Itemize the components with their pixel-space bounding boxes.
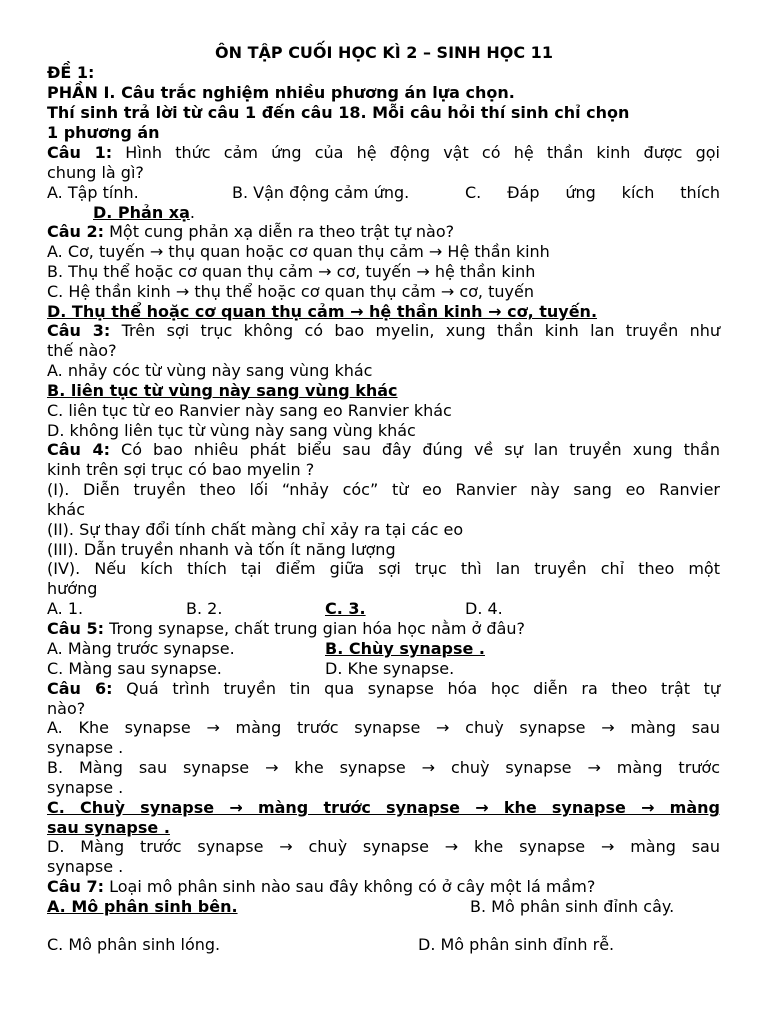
question-6-option-c: C. Chuỳ synapse → màng trước synapse → khe synapse → màng — [47, 798, 720, 817]
question-6-option-a: A. Khe synapse → màng trước synapse → chuỳ synapse → màng sau — [47, 718, 720, 737]
question-7-option-a: A. Mô phân sinh bên. — [47, 897, 238, 916]
question-2-option-b: B. Thụ thể hoặc cơ quan thụ cảm → cơ, tuyến → hệ thần kinh — [47, 262, 536, 281]
question-4-option-b: B. 2. — [186, 599, 223, 618]
question-5-option-c: C. Màng sau synapse. — [47, 659, 222, 678]
question-6-option-b: B. Màng sau synapse → khe synapse → chuỳ synapse → màng trước — [47, 758, 720, 777]
question-2-option-d: D. Thụ thể hoặc cơ quan thụ cảm → hệ thần kinh → cơ, tuyến. — [47, 302, 598, 321]
question-text: Có bao nhiêu phát biểu sau đây đúng về sự lan truyền xung thần — [109, 440, 721, 459]
question-4-option-a: A. 1. — [47, 599, 84, 618]
question-7-stem — [47, 877, 720, 897]
question-text: Quá trình truyền tin qua synapse hóa học diễn ra theo trật tự — [112, 679, 721, 698]
question-6-option-b-cont: synapse . — [47, 778, 124, 797]
question-6-option-a-cont: synapse . — [47, 738, 124, 757]
statement-1-cont: khác — [47, 500, 86, 519]
question-7-option-b: B. Mô phân sinh đỉnh cây. — [470, 897, 675, 916]
question-label: Câu 5: — [47, 619, 105, 638]
question-2-stem — [47, 222, 720, 242]
question-label: Câu 6: — [47, 679, 113, 698]
question-6-stem-cont: nào? — [47, 699, 86, 718]
question-3-stem-cont: thế nào? — [47, 341, 117, 360]
statement-3: (III). Dẫn truyền nhanh và tốn ít năng lượng — [47, 540, 396, 559]
question-3-option-d: D. không liên tục từ vùng này sang vùng khác — [47, 421, 416, 440]
question-7-option-c: C. Mô phân sinh lóng. — [47, 935, 221, 954]
question-5-option-a: A. Màng trước synapse. — [47, 639, 235, 658]
question-7-option-d: D. Mô phân sinh đỉnh rễ. — [418, 935, 615, 954]
question-6-stem — [47, 679, 720, 699]
page-title: ÔN TẬP CUỐI HỌC KÌ 2 – SINH HỌC 11 — [215, 43, 553, 62]
question-label: Câu 4: — [47, 440, 110, 459]
question-3-option-a: A. nhảy cóc từ vùng này sang vùng khác — [47, 361, 373, 380]
punctuation: . — [189, 203, 196, 222]
question-5-stem — [47, 619, 720, 639]
question-6-option-c-cont: sau synapse . — [47, 818, 170, 837]
statement-2: (II). Sự thay đổi tính chất màng chỉ xảy ra tại các eo — [47, 520, 464, 539]
question-4-stem — [47, 440, 720, 460]
question-1-option-c: C. Đáp ứng kích thích — [465, 183, 720, 202]
statement-4: (IV). Nếu kích thích tại điểm giữa sợi trục thì lan truyền chỉ theo một — [47, 559, 720, 578]
statement-4-cont: hướng — [47, 579, 98, 598]
statement-1: (I). Diễn truyền theo lối “nhảy cóc” từ eo Ranvier này sang eo Ranvier — [47, 480, 720, 499]
question-4-option-d: D. 4. — [465, 599, 503, 618]
question-1-option-b: B. Vận động cảm ứng. — [232, 183, 410, 202]
question-5-option-d: D. Khe synapse. — [325, 659, 455, 678]
question-text: Một cung phản xạ diễn ra theo trật tự nào? — [104, 222, 455, 241]
question-text: Loại mô phân sinh nào sau đây không có ở cây một lá mầm? — [104, 877, 596, 896]
instruction-line-2: 1 phương án — [47, 123, 160, 142]
instruction-line-1: Thí sinh trả lời từ câu 1 đến câu 18. Mỗi câu hỏi thí sinh chỉ chọn — [47, 103, 630, 122]
question-5-option-b: B. Chùy synapse . — [325, 639, 485, 658]
question-1-stem-cont: chung là gì? — [47, 163, 144, 182]
question-2-option-c: C. Hệ thần kinh → thụ thể hoặc cơ quan thụ cảm → cơ, tuyến — [47, 282, 534, 301]
question-2-option-a: A. Cơ, tuyến → thụ quan hoặc cơ quan thụ cảm → Hệ thần kinh — [47, 242, 550, 261]
question-label: Câu 2: — [47, 222, 105, 241]
question-1-option-a: A. Tập tính. — [47, 183, 139, 202]
question-6-option-d: D. Màng trước synapse → chuỳ synapse → khe synapse → màng sau — [47, 837, 720, 856]
question-label: Câu 1: — [47, 143, 113, 162]
question-text: Trên sợi trục không có bao myelin, xung thần kinh lan truyền như — [110, 321, 720, 340]
question-label: Câu 7: — [47, 877, 105, 896]
part-heading: PHẦN I. Câu trắc nghiệm nhiều phương án lựa chọn. — [47, 83, 515, 102]
question-4-option-c: C. 3. — [325, 599, 366, 618]
question-text: Hình thức cảm ứng của hệ động vật có hệ thần kinh được gọi — [112, 143, 720, 162]
question-1-option-d — [93, 203, 195, 223]
correct-answer: D. Phản xạ — [93, 203, 190, 222]
question-3-option-b: B. liên tục từ vùng này sang vùng khác — [47, 381, 398, 400]
question-4-stem-cont: kinh trên sợi trục có bao myelin ? — [47, 460, 315, 479]
question-text: Trong synapse, chất trung gian hóa học nằm ở đâu? — [104, 619, 526, 638]
question-3-stem — [47, 321, 720, 341]
question-3-option-c: C. liên tục từ eo Ranvier này sang eo Ranvier khác — [47, 401, 452, 420]
question-1-stem — [47, 143, 720, 163]
exam-number: ĐỀ 1: — [47, 63, 95, 82]
question-label: Câu 3: — [47, 321, 111, 340]
question-6-option-d-cont: synapse . — [47, 857, 124, 876]
